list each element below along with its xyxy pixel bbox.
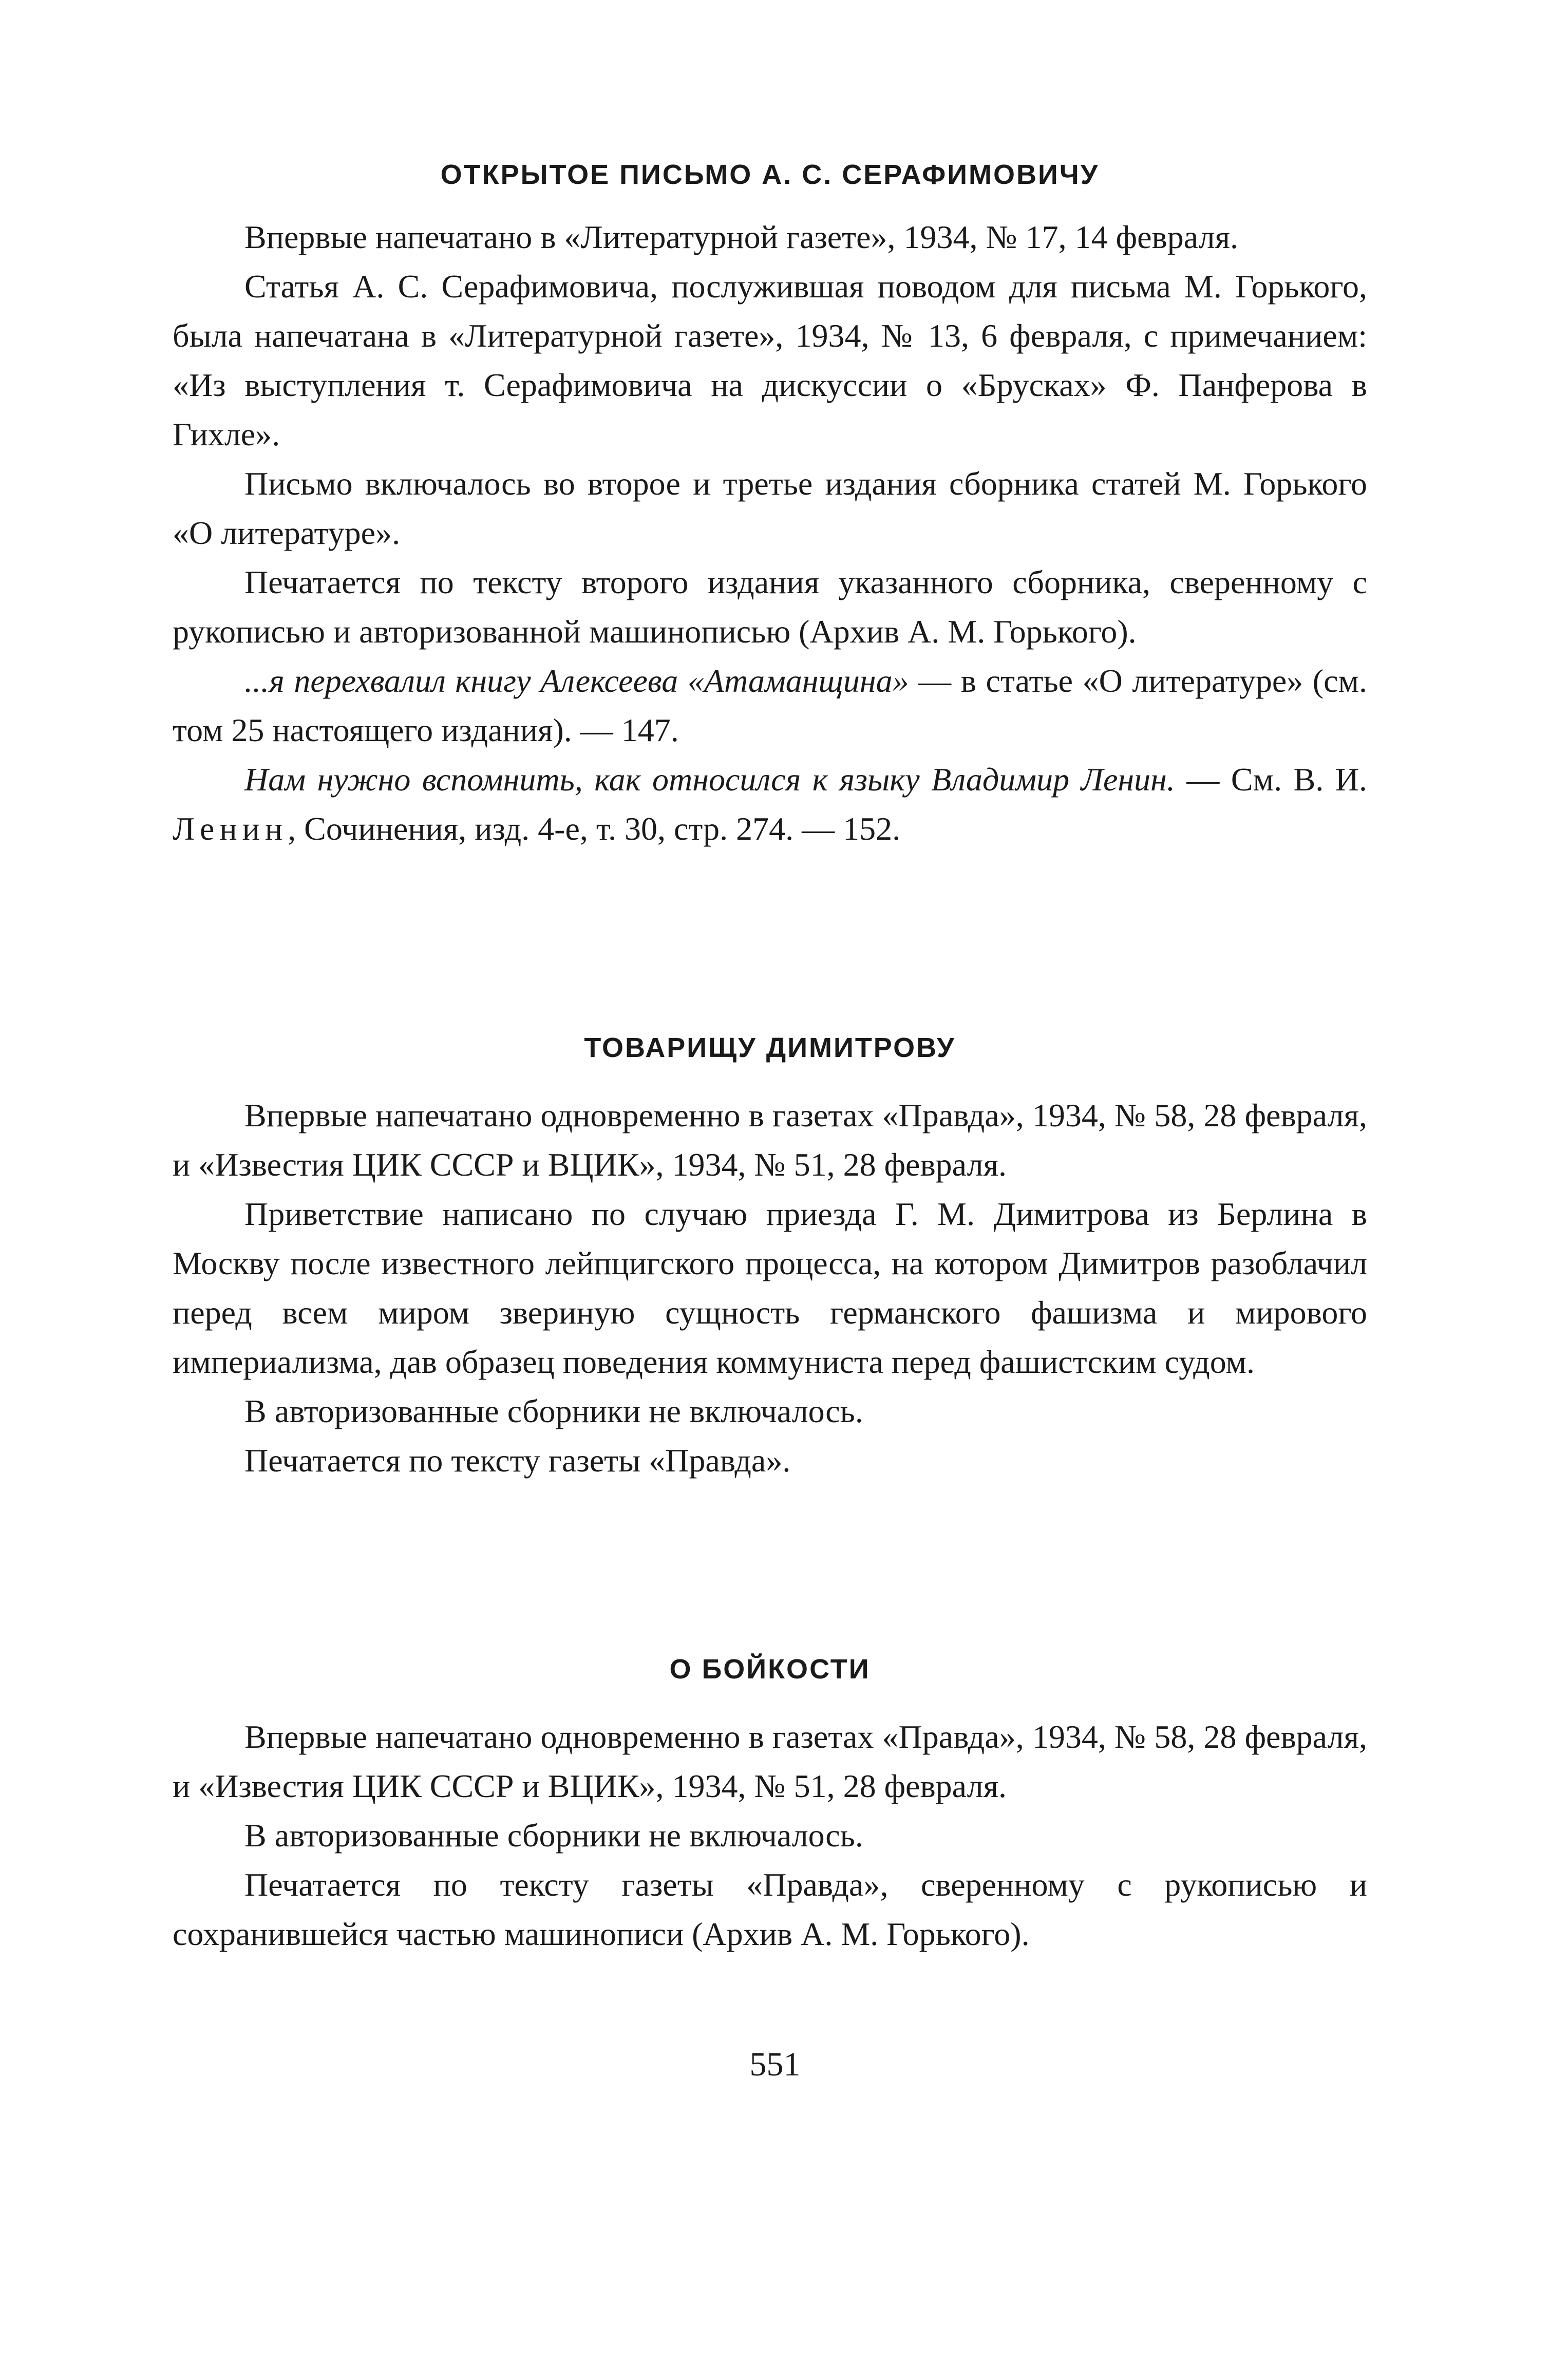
note-text: — в статье «О литературе» (см. том 25 настоящего издания). — 147. [173, 663, 1368, 748]
paragraph: Приветствие написано по случаю приезда Г. М. Димитрова из Берлина в Москву после известного лейпцигского процесса, на котором Димитров разоблачил перед всем миром звериную сущность германского фашизма и мирового империализма, дав образец поведения коммуниста перед фашистским судом. [173, 1196, 1367, 1380]
paragraph: Статья А. С. Серафимовича, послужившая поводом для письма М. Горького, была напечатана в «Литературной газете», 1934, № 13, 6 февраля, с примечанием: «Из выступления т. Серафимовича на дискуссии о «Брусках» Ф. Панферова в Гихле». [173, 268, 1367, 452]
paragraph: Впервые напечатано в «Литературной газете», 1934, № 17, 14 февраля. [244, 219, 1239, 255]
section-dimitrov [173, 1027, 1367, 1485]
note-paragraph [173, 656, 1367, 755]
paragraph: Впервые напечатано одновременно в газетах «Правда», 1934, № 58, 28 февраля, и «Известия ЦИК СССР и ВЦИК», 1934, № 51, 28 февраля. [173, 1097, 1367, 1183]
section-open-letter [173, 154, 1367, 854]
note-spaced-name: Ленин [173, 810, 288, 847]
paragraph: В авторизованные сборники не включалось. [244, 1817, 863, 1854]
paragraph: Письмо включалось во второе и третье издания сборника статей М. Горького «О литературе». [173, 465, 1367, 551]
page-number: 551 [749, 2046, 801, 2083]
paragraph: Печатается по тексту второго издания указанного сборника, сверенному с рукописью и авторизованной машинописью (Архив А. М. Горького). [173, 564, 1367, 650]
note-quote: Нам нужно вспомнить, как относился к языку Владимир Ленин. [244, 761, 1175, 798]
note-quote: ...я перехвалил книгу Алексеева «Атаманщина» [244, 663, 909, 699]
paragraph: Впервые напечатано одновременно в газетах «Правда», 1934, № 58, 28 февраля, и «Известия ЦИК СССР и ВЦИК», 1934, № 51, 28 февраля. [173, 1718, 1367, 1804]
section-title: ОТКРЫТОЕ ПИСЬМО А. С. СЕРАФИМОВИЧУ [440, 159, 1100, 190]
section-boikost [173, 1649, 1367, 1959]
paragraph: В авторизованные сборники не включалось. [244, 1393, 863, 1429]
note-text: — См. В. И. [1175, 761, 1368, 798]
note-paragraph [173, 755, 1367, 854]
section-title: О БОЙКОСТИ [669, 1654, 871, 1685]
note-text: , Сочинения, изд. 4-е, т. 30, стр. 274. — 152. [288, 810, 901, 847]
paragraph: Печатается по тексту газеты «Правда», сверенному с рукописью и сохранившейся частью машинописи (Архив А. М. Горького). [173, 1866, 1367, 1952]
paragraph: Печатается по тексту газеты «Правда». [244, 1442, 791, 1479]
section-title: ТОВАРИЩУ ДИМИТРОВУ [584, 1032, 956, 1063]
